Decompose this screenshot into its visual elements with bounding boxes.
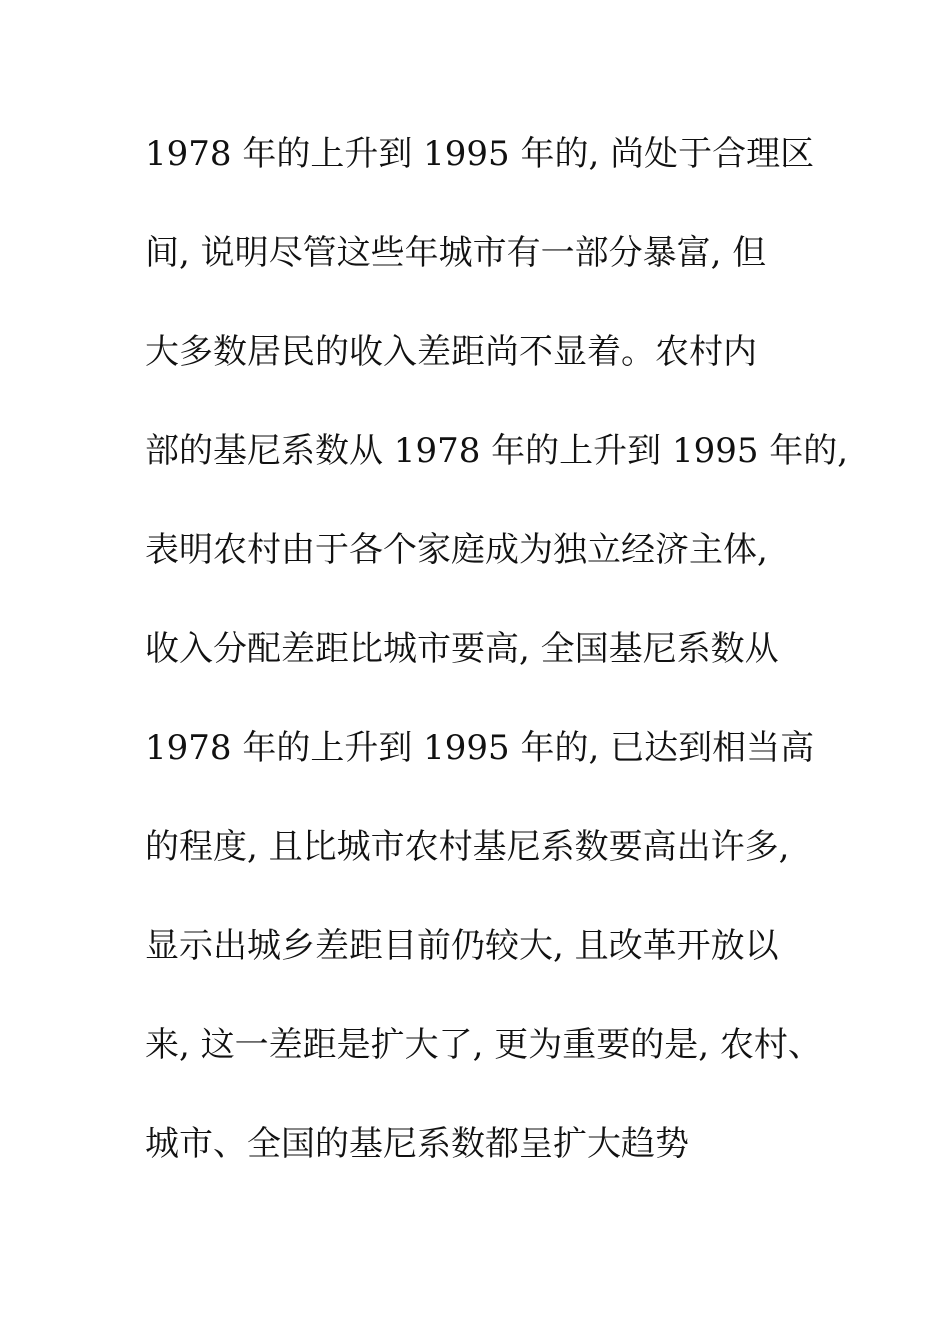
text-line: 1978 年的上升到 1995 年的, 已达到相当高 — [145, 728, 815, 768]
text-line: 收入分配差距比城市要高, 全国基尼系数从 — [145, 629, 779, 669]
text-line: 来, 这一差距是扩大了, 更为重要的是, 农村、 — [145, 1025, 822, 1065]
text-line: 大多数居民的收入差距尚不显着。农村内 — [145, 332, 757, 372]
text-line: 城市、全国的基尼系数都呈扩大趋势 — [145, 1124, 689, 1164]
text-line: 显示出城乡差距目前仍较大, 且改革开放以 — [145, 926, 779, 966]
text-line: 的程度, 且比城市农村基尼系数要高出许多, — [145, 827, 790, 867]
text-line: 1978 年的上升到 1995 年的, 尚处于合理区 — [145, 134, 815, 174]
text-line: 表明农村由于各个家庭成为独立经济主体, — [145, 530, 768, 570]
body-text — [145, 128, 849, 1217]
text-line: 间, 说明尽管这些年城市有一部分暴富, 但 — [145, 233, 767, 273]
text-line: 部的基尼系数从 1978 年的上升到 1995 年的, — [145, 431, 849, 471]
